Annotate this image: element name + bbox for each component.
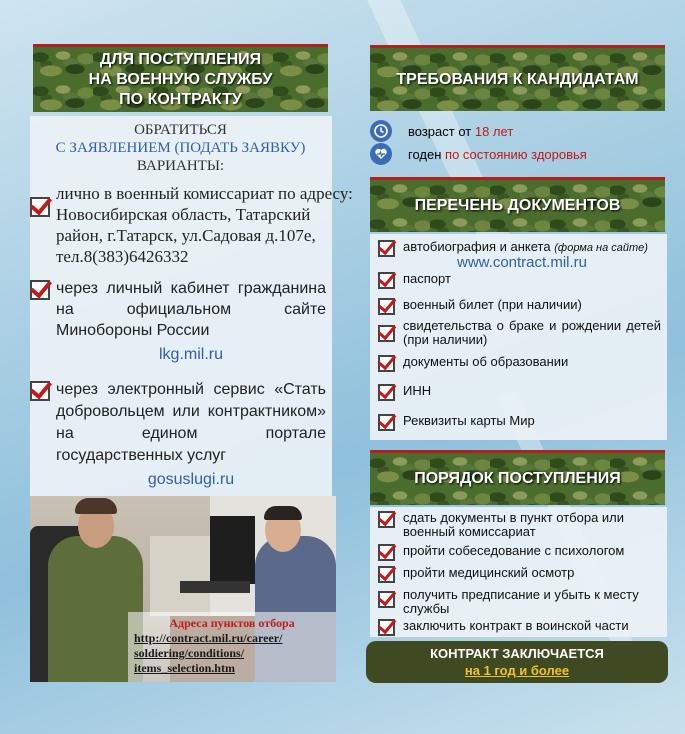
health-label: годен (408, 146, 442, 162)
step-2-text: пройти собеседование с психологом (403, 543, 625, 558)
option-3 (30, 379, 330, 489)
checkbox-icon (378, 384, 395, 401)
checkbox-icon (378, 414, 395, 431)
contract-term: на 1 год и более (464, 663, 570, 678)
clock-icon (370, 120, 392, 142)
address-caption (128, 612, 336, 682)
checkbox-icon (30, 381, 50, 401)
checkbox-icon (378, 566, 395, 583)
contract-banner (366, 641, 668, 683)
age-label: возраст от (408, 123, 472, 139)
checkbox-icon (378, 325, 395, 342)
step-1 (378, 511, 666, 539)
doc-item-4 (378, 319, 666, 347)
doc-item-5-text: документы об образовании (403, 354, 569, 369)
doc-item-6-text: ИНН (403, 383, 432, 398)
left-header-line-3: ПО КОНТРАКТУ (119, 90, 242, 108)
apply-title (33, 121, 328, 175)
checkbox-icon (30, 280, 50, 300)
doc-item-1-note: (форма на сайте) (554, 242, 648, 254)
step-1-text: сдать документы в пункт отбора или военный комиссариат (403, 510, 625, 539)
step-2 (378, 544, 666, 561)
lkg-link[interactable]: lkg.mil.ru (158, 346, 223, 363)
option-1 (30, 183, 360, 267)
caption-link-2[interactable]: soldiering/conditions/ (134, 646, 245, 660)
gosuslugi-link[interactable]: gosuslugi.ru (147, 471, 235, 488)
left-header-line-2: НА ВОЕННУЮ СЛУЖБУ (88, 70, 273, 88)
doc-item-1-text: автобиография и анкета (403, 239, 551, 254)
apply-line-2: С ЗАЯВЛЕНИЕМ (ПОДАТЬ ЗАЯВКУ) (55, 140, 306, 156)
doc-item-2 (378, 272, 666, 289)
requirement-age (370, 120, 513, 142)
doc-item-6 (378, 384, 666, 401)
option-3-text: через электронный сервис «Стать добровольцем или контрактником» на едином портале государственных услуг (56, 381, 326, 464)
doc-item-3-text: военный билет (при наличии) (403, 297, 582, 312)
step-4 (378, 588, 666, 616)
left-header-line-1: ДЛЯ ПОСТУПЛЕНИЯ (99, 50, 262, 68)
photo-office-scene (30, 496, 336, 682)
checkbox-icon (30, 197, 50, 217)
checkbox-icon (378, 544, 395, 561)
checkbox-icon (378, 511, 395, 528)
doc-item-7-text: Реквизиты карты Мир (403, 413, 535, 428)
documents-header: ПЕРЕЧЕНЬ ДОКУМЕНТОВ (370, 177, 665, 232)
age-value: 18 лет (474, 123, 514, 139)
contract-site-link[interactable]: www.contract.mil.ru (456, 254, 588, 271)
step-5 (378, 619, 666, 636)
doc-item-5 (378, 355, 666, 372)
apply-line-1: ОБРАТИТЬСЯ (134, 122, 227, 138)
heart-pulse-icon (370, 143, 392, 165)
caption-link-1[interactable]: http://contract.mil.ru/career/ (134, 631, 283, 645)
step-4-text: получить предписание и убыть к месту службы (403, 587, 639, 616)
step-3 (378, 566, 666, 583)
checkbox-icon (378, 591, 395, 608)
contract-title: КОНТРАКТ ЗАКЛЮЧАЕТСЯ (430, 646, 604, 661)
option-2 (30, 278, 330, 364)
caption-link-3[interactable]: items_selection.htm (134, 661, 235, 675)
left-header (33, 44, 328, 112)
checkbox-icon (378, 355, 395, 372)
step-5-text: заключить контракт в воинской части (403, 618, 629, 633)
requirement-health (370, 143, 587, 165)
doc-item-7 (378, 414, 666, 431)
apply-line-3: ВАРИАНТЫ: (136, 158, 225, 174)
requirements-header: ТРЕБОВАНИЯ К КАНДИДАТАМ (370, 45, 665, 111)
doc-item-3 (378, 298, 666, 315)
procedure-header: ПОРЯДОК ПОСТУПЛЕНИЯ (370, 450, 665, 505)
doc-item-2-text: паспорт (403, 271, 451, 286)
checkbox-icon (378, 619, 395, 636)
checkbox-icon (378, 298, 395, 315)
doc-item-4-text: свидетельства о браке и рождении детей (при наличии) (403, 318, 661, 347)
checkbox-icon (378, 272, 395, 289)
caption-title: Адреса пунктов отбора (169, 616, 295, 630)
option-2-text: через личный кабинет гражданина на официальном сайте Минобороны России (56, 280, 326, 339)
option-1-text: лично в военный комиссариат по адресу: Новосибирская область, Татарский район, г.Татарск, ул.Садовая д.107е, тел.8(383)6426332 (56, 184, 353, 266)
health-value: по состоянию здоровья (445, 146, 587, 162)
step-3-text: пройти медицинский осмотр (403, 565, 575, 580)
